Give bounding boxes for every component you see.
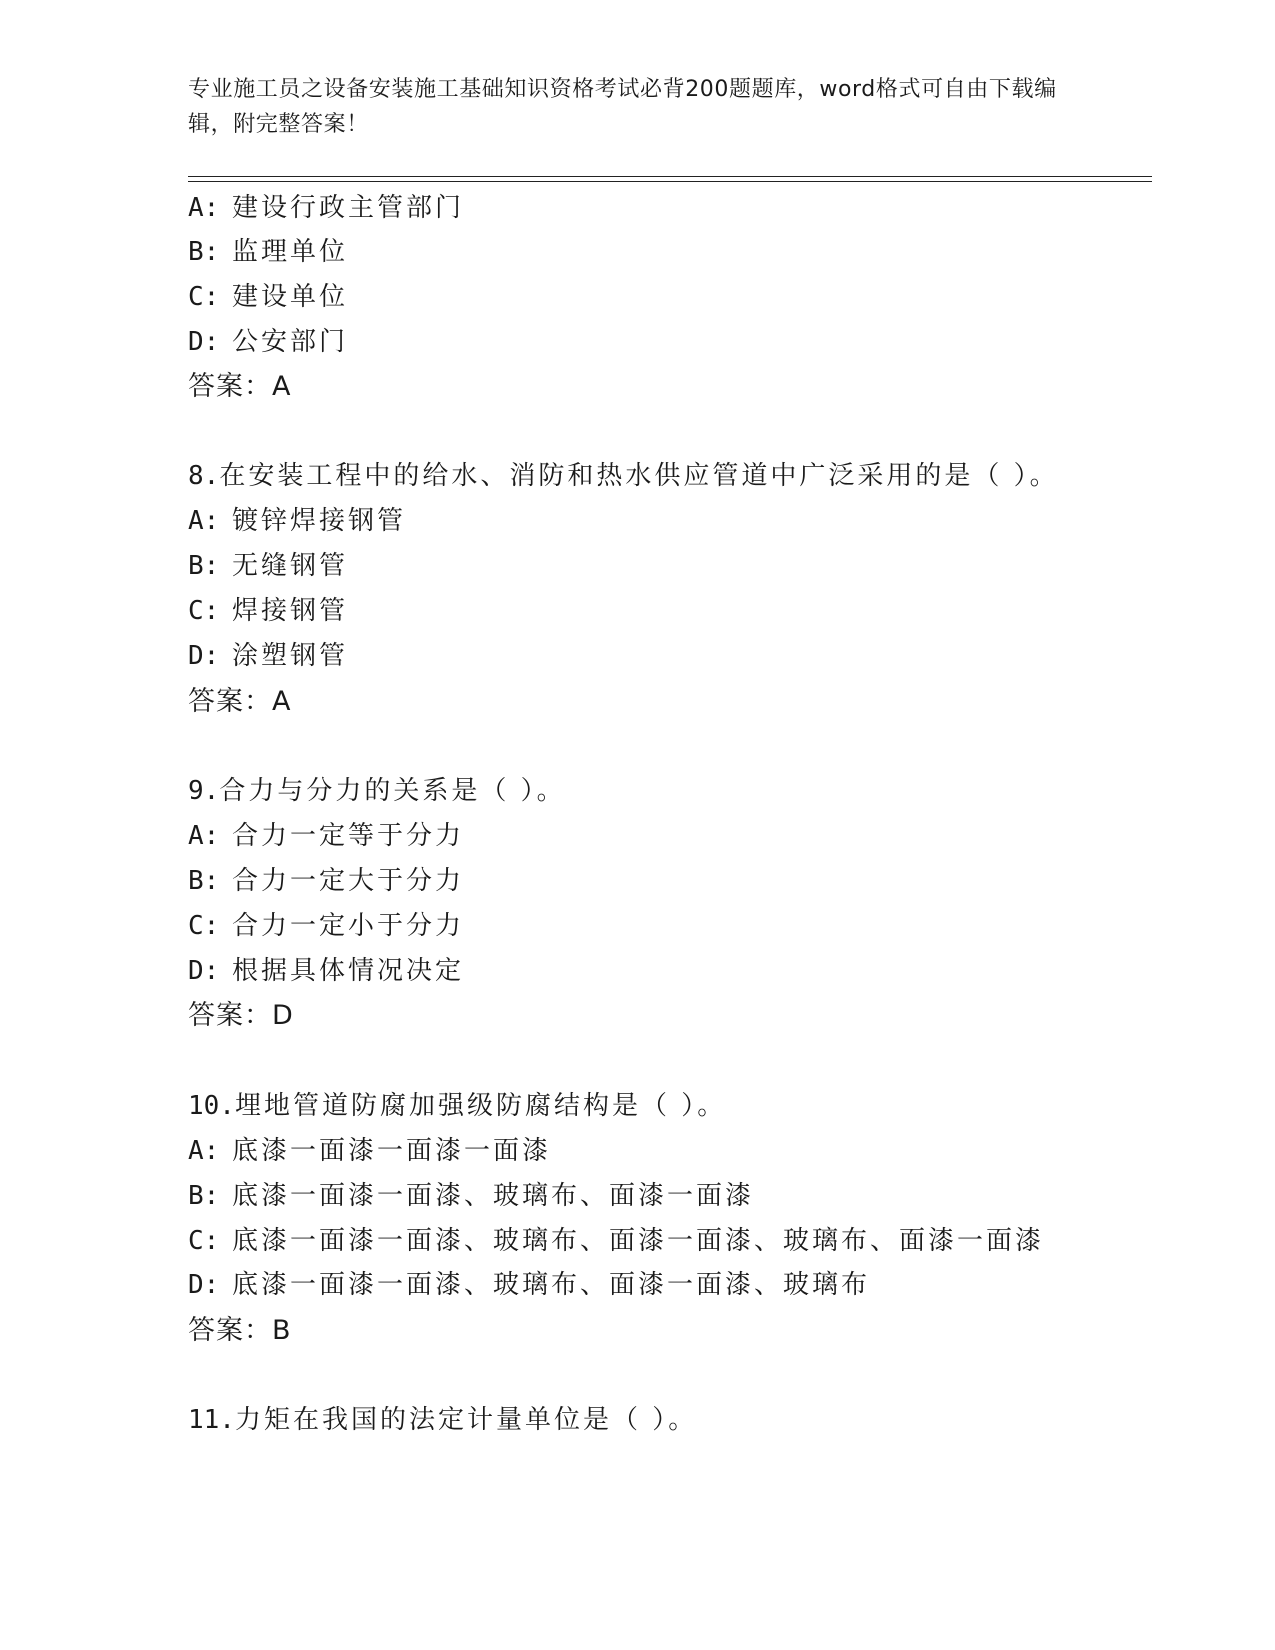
q8-option-c: C: 焊接钢管 [188, 596, 349, 626]
q7-option-a: A: 建设行政主管部门 [188, 193, 465, 223]
q8-option-a: A: 镀锌焊接钢管 [188, 506, 407, 536]
q8-stem: 8.在安装工程中的给水、消防和热水供应管道中广泛采用的是（ ）。 [188, 461, 1059, 491]
q7-option-b: B: 监理单位 [188, 237, 349, 267]
q11-stem: 11.力矩在我国的法定计量单位是（ ）。 [188, 1405, 698, 1435]
q8-option-d: D: 涂塑钢管 [188, 641, 349, 671]
q9-answer: 答案：D [188, 1000, 294, 1031]
document-header: 专业施工员之设备安装施工基础知识资格考试必背200题题库，word格式可自由下载编辑，附完整答案！ [188, 77, 1057, 137]
q7-option-d: D: 公安部门 [188, 327, 349, 357]
q9-option-c: C: 合力一定小于分力 [188, 911, 465, 941]
q9-option-d: D: 根据具体情况决定 [188, 956, 465, 986]
header-divider-bottom [188, 181, 1152, 182]
header-divider-top [188, 176, 1152, 177]
q10-option-d: D: 底漆一面漆一面漆、玻璃布、面漆一面漆、玻璃布 [188, 1270, 871, 1300]
q9-option-b: B: 合力一定大于分力 [188, 866, 465, 896]
q10-stem: 10.埋地管道防腐加强级防腐结构是（ ）。 [188, 1091, 727, 1121]
q10-option-c: C: 底漆一面漆一面漆、玻璃布、面漆一面漆、玻璃布、面漆一面漆 [188, 1226, 1045, 1256]
q7-option-c: C: 建设单位 [188, 282, 349, 312]
q9-stem: 9.合力与分力的关系是（ ）。 [188, 776, 566, 806]
q10-option-b: B: 底漆一面漆一面漆、玻璃布、面漆一面漆 [188, 1181, 755, 1211]
q8-answer: 答案：A [188, 686, 292, 717]
q10-answer: 答案：B [188, 1315, 292, 1346]
q8-option-b: B: 无缝钢管 [188, 551, 349, 581]
q9-option-a: A: 合力一定等于分力 [188, 821, 465, 851]
q10-option-a: A: 底漆一面漆一面漆一面漆 [188, 1136, 552, 1166]
q7-answer: 答案：A [188, 371, 292, 402]
